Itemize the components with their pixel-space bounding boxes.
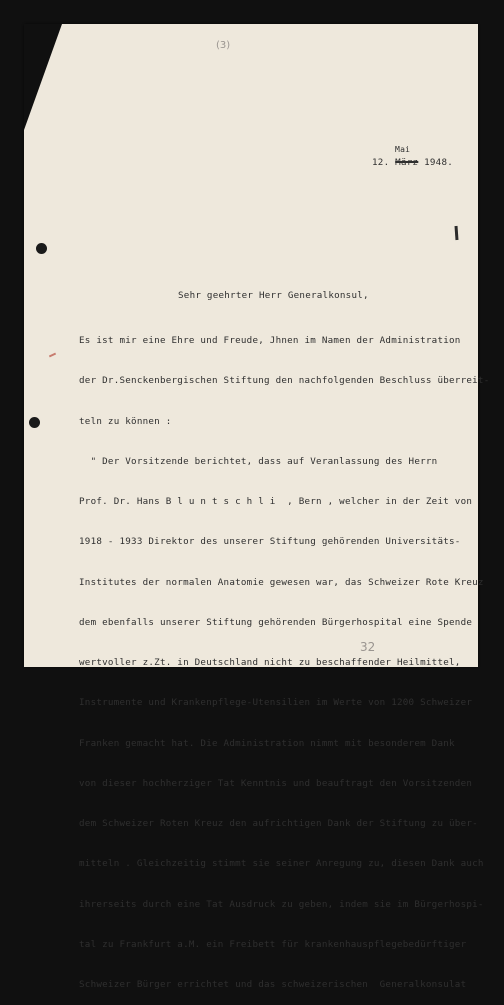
punch-hole-upper <box>36 243 47 254</box>
body-line: der Dr.Senckenbergischen Stiftung den nachfolgenden Beschluss überreit- <box>79 375 490 387</box>
body-line: dem ebenfalls unserer Stiftung gehörenden Bürgerhospital eine Spende <box>79 616 473 628</box>
date-month-correction: Mai <box>395 145 411 154</box>
date-struck-month: März <box>395 157 419 168</box>
body-line: Prof. Dr. Hans B l u n t s c h l i , Bern , welcher in der Zeit von <box>79 496 473 507</box>
body-line: von dieser hochherziger Tat Kenntnis und beauftragt den Vorsitzenden <box>79 777 473 789</box>
body-line: tal zu Frankfurt a.M. ein Freibett für krankenhauspflegebedürftiger <box>79 938 467 950</box>
pencil-folio-number: 32 <box>360 640 376 654</box>
body-line: Es ist mir eine Ehre und Freude, Jhnen im Namen der Administration <box>79 335 461 346</box>
body-line: mitteln . Gleichzeitig stimmt sie seiner Anregung zu, diesen Dank auch <box>79 858 484 870</box>
date-year: 1948. <box>424 157 454 168</box>
body-line: ihrerseits durch eine Tat Ausdruck zu geben, indem sie im Bürgerhospi- <box>79 898 484 910</box>
body-line: wertvoller z.Zt. in Deutschland nicht zu beschaffender Heilmittel, <box>79 657 461 668</box>
salutation: Sehr geehrter Herr Generalkonsul, <box>178 290 369 301</box>
letter-date <box>372 157 453 168</box>
body-line: Institutes der normalen Anatomie gewesen war, das Schweizer Rote Kreuz <box>79 576 484 588</box>
punch-hole-lower <box>29 417 40 428</box>
body-line: 1918 - 1933 Direktor des unserer Stiftung gehörenden Universitäts- <box>79 536 461 548</box>
body-line: Franken gemacht hat. Die Administration nimmt mit besonderem Dank <box>79 737 455 749</box>
folded-corner <box>24 24 62 130</box>
body-line: Schweizer Bürger errichtet und das schweizerischen Generalkonsulat <box>79 979 467 990</box>
pencil-page-number: (3) <box>216 40 231 51</box>
body-line: Instrumente und Krankenpflege-Utensilien im Werte von 1200 Schweizer <box>79 697 473 709</box>
date-day: 12. <box>372 157 390 168</box>
letter-body <box>79 310 490 1005</box>
body-line: dem Schweizer Roten Kreuz den aufrichtigen Dank der Stiftung zu über- <box>79 818 478 829</box>
body-line: " Der Vorsitzende berichtet, dass auf Veranlassung des Herrn <box>79 455 438 467</box>
body-line: teln zu können : <box>79 415 172 427</box>
